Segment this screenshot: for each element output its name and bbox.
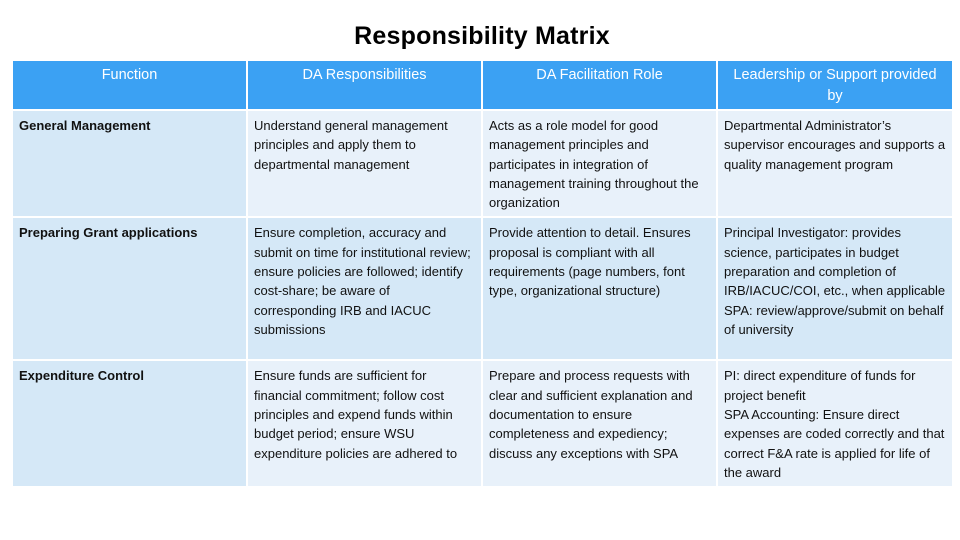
table-row: [13, 111, 952, 216]
cell-text: Departmental Administrator’s supervisor encourages and supports a quality management program: [724, 118, 946, 172]
da-responsibilities-cell: [248, 361, 481, 486]
column-header-function: Function: [13, 61, 246, 109]
cell-text: Provide attention to detail. Ensures proposal is compliant with all requirements (page numbers, font type, organizational structure): [489, 225, 691, 299]
da-facilitation-role-cell: [483, 111, 716, 216]
function-cell: Expenditure Control: [13, 361, 246, 486]
cell-text: Ensure funds are sufficient for financial commitment; follow cost principles and expend funds within budget period; ensure WSU expenditure policies are adhered to: [254, 368, 458, 461]
cell-text: Principal Investigator: provides science, participates in budget preparation and completion of IRB/IACUC/COI, etc., when applicable SPA: review/approve/submit on behalf of university: [724, 225, 946, 337]
cell-text: Understand general management principles and apply them to departmental management: [254, 118, 448, 172]
function-cell: Preparing Grant applications: [13, 218, 246, 359]
da-responsibilities-cell: [248, 111, 481, 216]
responsibility-matrix-table: [11, 59, 954, 488]
column-header-leadership-support: Leadership or Support provided by: [718, 61, 952, 109]
column-header-da-responsibilities: DA Responsibilities: [248, 61, 481, 109]
cell-text: Acts as a role model for good management principles and participates in integration of management training throughout the organization: [489, 118, 699, 211]
page-title: Responsibility Matrix: [354, 22, 610, 50]
cell-text: PI: direct expenditure of funds for project benefit SPA Accounting: Ensure direct expenses are coded correctly and that correct F&A rate is applied for life of the award: [724, 368, 945, 480]
leadership-support-cell: [718, 111, 952, 216]
cell-text: Prepare and process requests with clear and sufficient explanation and documentation to ensure completeness and expediency; discuss any exceptions with SPA: [489, 368, 693, 461]
function-cell: General Management: [13, 111, 246, 216]
leadership-support-cell: [718, 218, 952, 359]
da-responsibilities-cell: [248, 218, 481, 359]
table-row: [13, 218, 952, 359]
column-header-da-facilitation-role: DA Facilitation Role: [483, 61, 716, 109]
da-facilitation-role-cell: [483, 218, 716, 359]
da-facilitation-role-cell: [483, 361, 716, 486]
cell-text: Ensure completion, accuracy and submit on time for institutional review; ensure policies are followed; identify cost-share; be aware of corresponding IRB and IACUC submissions: [254, 225, 471, 337]
table-header-row: [13, 61, 952, 109]
leadership-support-cell: [718, 361, 952, 486]
table-row: [13, 361, 952, 486]
